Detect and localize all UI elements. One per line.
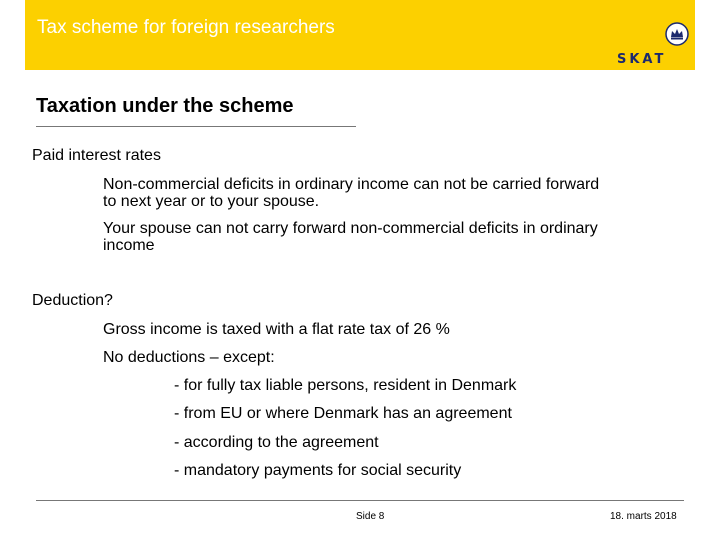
page-number: Side 8 <box>356 511 385 522</box>
crown-icon <box>665 22 689 46</box>
page-title: Taxation under the scheme <box>36 95 294 117</box>
list-item: No deductions – except: <box>103 349 275 366</box>
list-item-line: Non-commercial deficits in ordinary income can not be carried forward <box>103 176 600 193</box>
sub-list-item: - from EU or where Denmark has an agreement <box>174 405 512 422</box>
list-item: Gross income is taxed with a flat rate tax of 26 % <box>103 321 450 338</box>
title-divider <box>36 126 356 127</box>
header-band <box>25 0 695 70</box>
sub-list-item: - for fully tax liable persons, resident in Denmark <box>174 377 517 394</box>
sub-list-item: - mandatory payments for social security <box>174 462 462 479</box>
section-heading-interest: Paid interest rates <box>32 147 161 164</box>
skat-logo: SKAT <box>617 52 667 67</box>
header-title: Tax scheme for foreign researchers <box>37 17 335 38</box>
list-item-line: income <box>103 237 155 254</box>
sub-list-item: - according to the agreement <box>174 434 379 451</box>
list-item-line: to next year or to your spouse. <box>103 193 320 210</box>
footer-date: 18. marts 2018 <box>610 511 677 522</box>
list-item-line: Your spouse can not carry forward non-commercial deficits in ordinary <box>103 220 598 237</box>
footer-divider <box>36 500 684 501</box>
section-heading-deduction: Deduction? <box>32 292 113 309</box>
